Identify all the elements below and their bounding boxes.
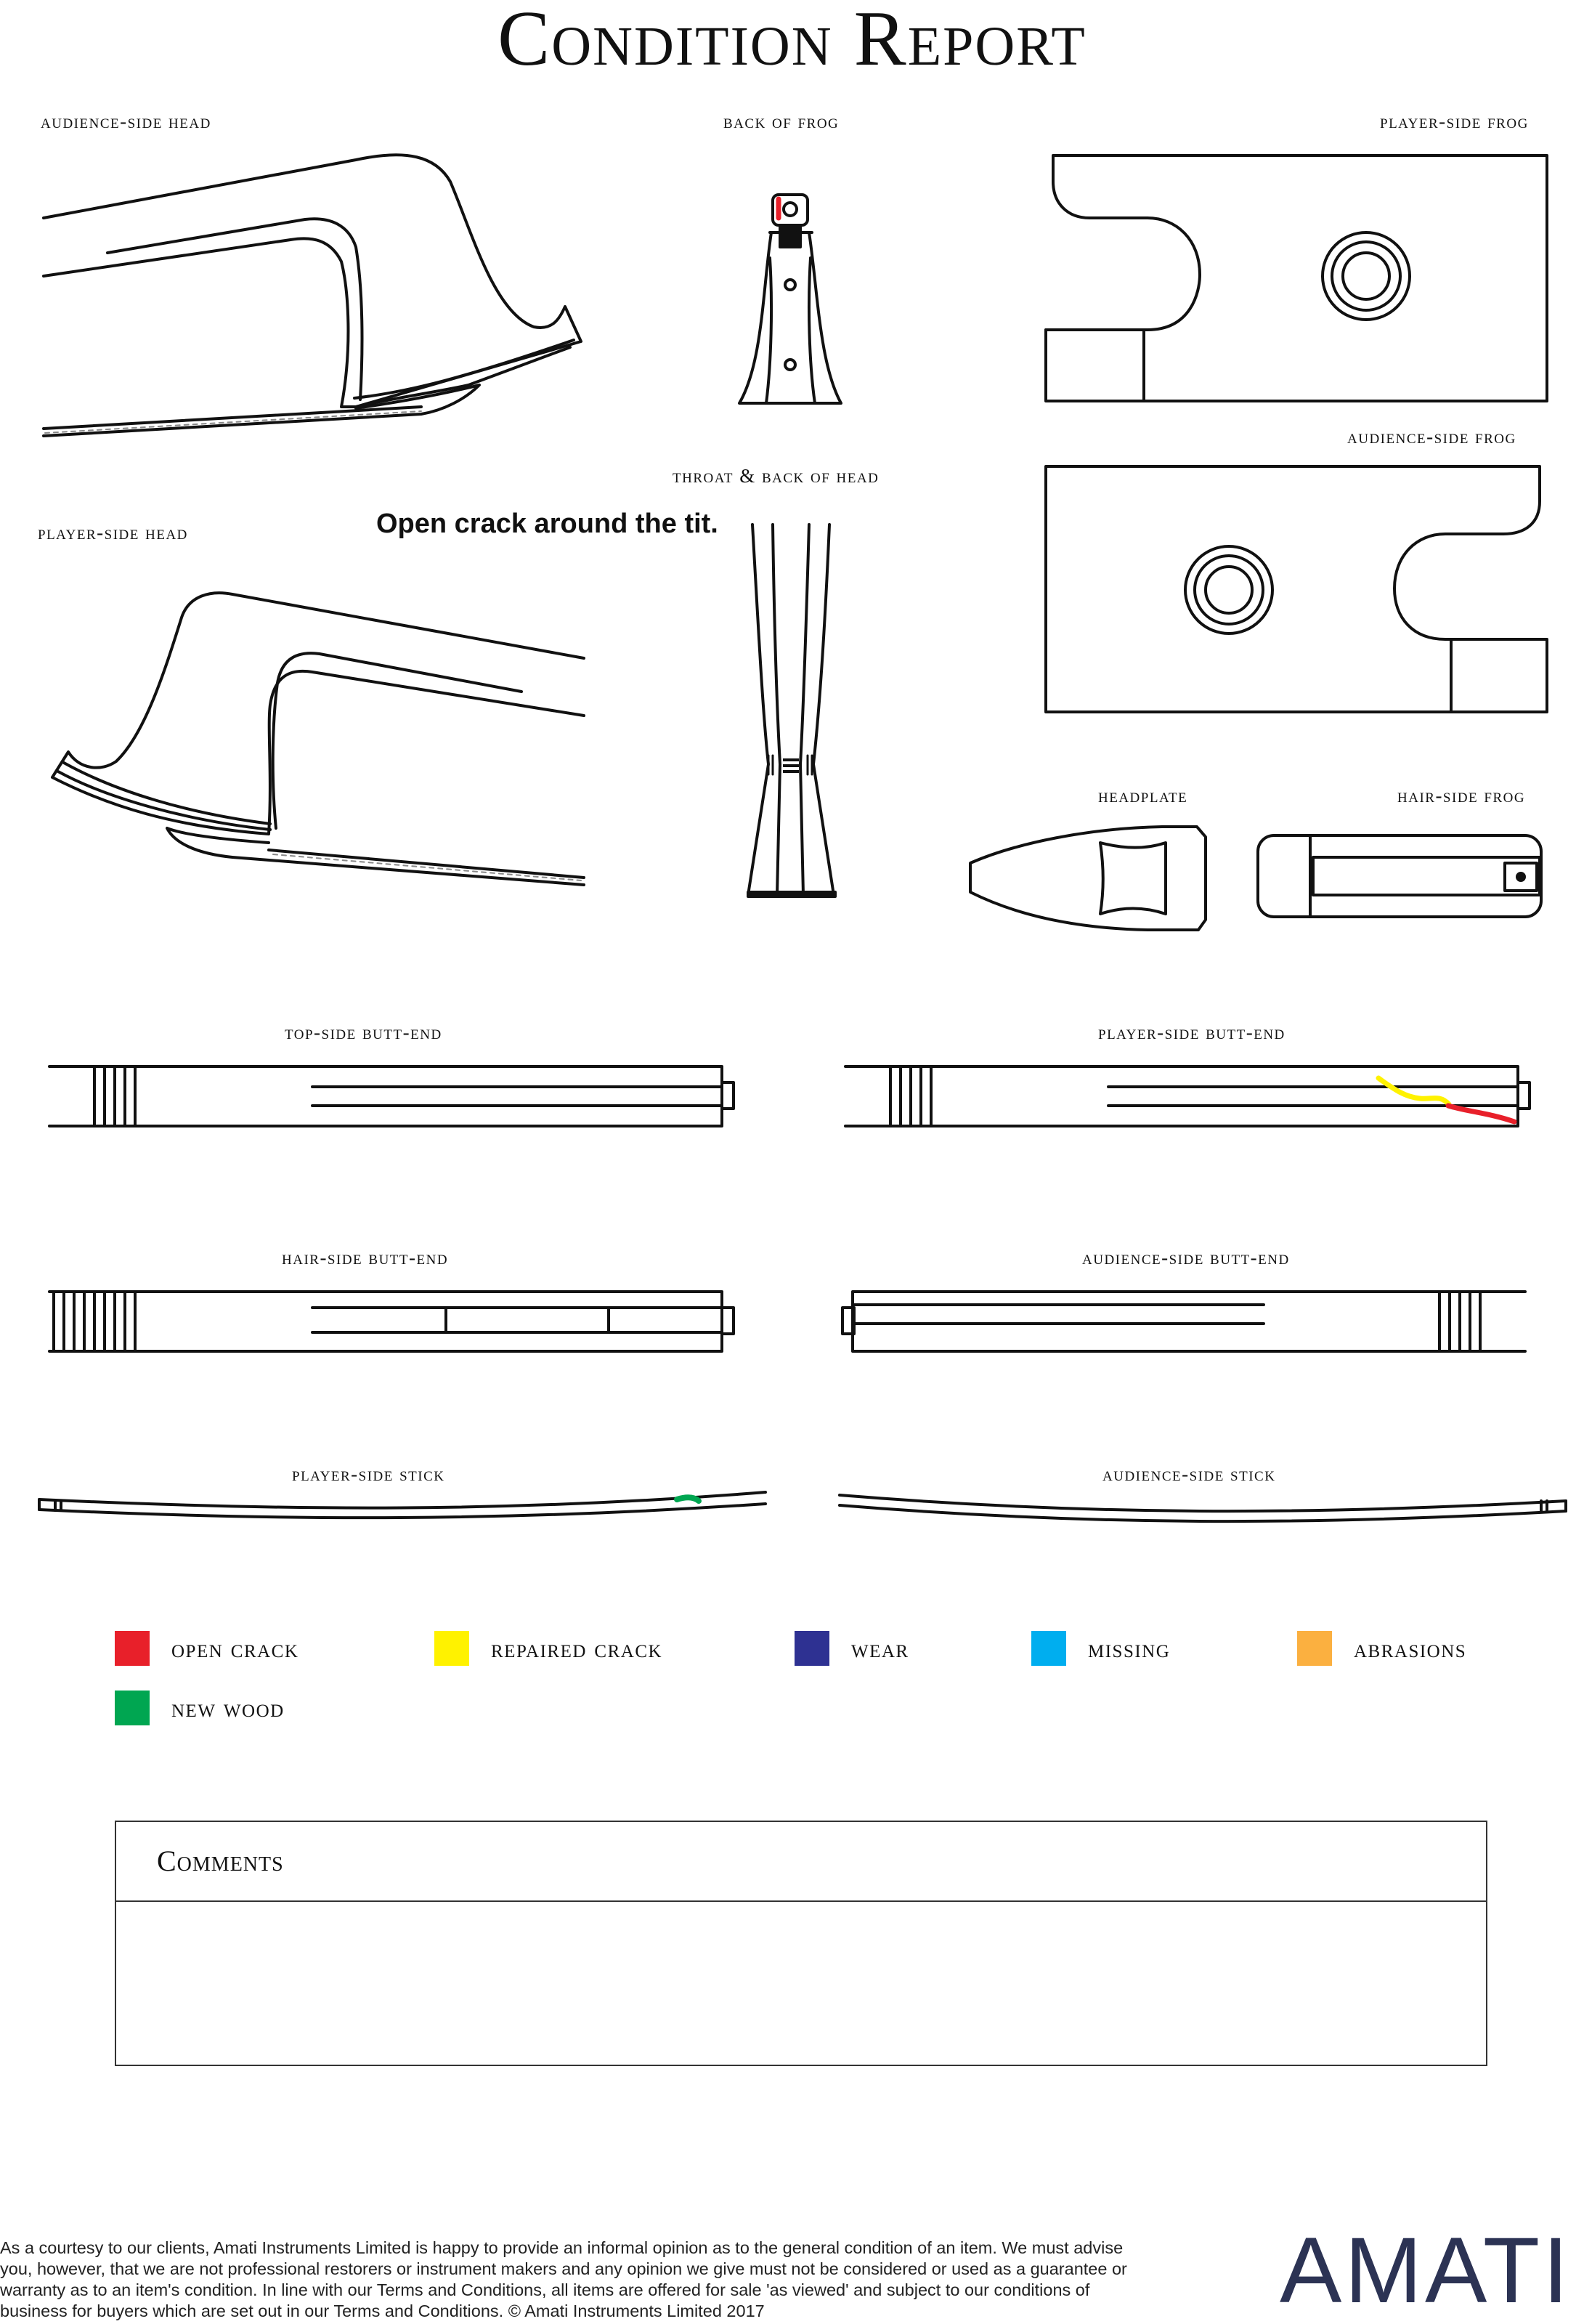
legend-label: new wood bbox=[171, 1693, 285, 1722]
legend-open-crack bbox=[115, 1630, 298, 1667]
legend-swatch bbox=[115, 1691, 150, 1725]
audience-side-stick-drawing bbox=[840, 1495, 1566, 1521]
label-back-of-frog: back of frog bbox=[723, 110, 840, 132]
back-of-frog-drawing bbox=[739, 195, 841, 403]
label-audience-side-frog: audience-side frog bbox=[1347, 426, 1516, 448]
comments-header bbox=[116, 1822, 1486, 1902]
player-side-stick-drawing bbox=[39, 1492, 765, 1518]
label-audience-side-head: audience-side head bbox=[41, 110, 211, 132]
audience-side-head-drawing bbox=[44, 155, 581, 436]
legend-label: missing bbox=[1088, 1634, 1171, 1663]
legend-swatch bbox=[434, 1631, 469, 1666]
comments-body[interactable] bbox=[116, 1902, 1486, 2065]
legend-wear bbox=[795, 1630, 909, 1667]
legend-swatch bbox=[115, 1631, 150, 1666]
damage-annotation: Open crack around the tit. bbox=[376, 509, 718, 539]
label-headplate: headplate bbox=[1098, 785, 1188, 806]
player-side-butt-end-drawing bbox=[845, 1066, 1530, 1126]
legend-swatch bbox=[1031, 1631, 1066, 1666]
top-side-butt-end-drawing bbox=[49, 1066, 734, 1126]
comments-title: Comments bbox=[157, 1845, 284, 1877]
label-player-side-stick: player-side stick bbox=[292, 1463, 445, 1485]
audience-side-frog-drawing bbox=[1046, 466, 1547, 712]
amati-logo: AMATI bbox=[1280, 2219, 1572, 2323]
label-top-side-butt-end: top-side butt-end bbox=[285, 1021, 442, 1043]
hair-side-frog-drawing bbox=[1258, 835, 1541, 917]
label-audience-side-stick: audience-side stick bbox=[1102, 1463, 1276, 1485]
label-player-side-frog: player-side frog bbox=[1380, 110, 1529, 132]
label-audience-side-butt-end: audience-side butt-end bbox=[1082, 1247, 1290, 1268]
label-throat-back-of-head: throat & back of head bbox=[673, 465, 880, 487]
page-title: Condition Report bbox=[497, 0, 1087, 82]
legend-label: wear bbox=[851, 1634, 909, 1663]
disclaimer-text: As a courtesy to our clients, Amati Instruments Limited is happy to provide an informal opinion as to the general condition of an item. We must advise you, however, that we are not professional restorers or instrument makers and any opinion we give must not be considered or used as a guarantee or warranty as to an item's condition. In line with our Terms and Conditions, all items are offered for sale 'as viewed' and subject to our conditions of business for buyers which are set out in our Terms and Conditions. © Amati Instruments Limited 2017 bbox=[0, 2238, 1127, 2320]
legend-repaired-crack bbox=[434, 1630, 662, 1667]
comments-box bbox=[115, 1821, 1487, 2066]
label-hair-side-butt-end: hair-side butt-end bbox=[282, 1247, 449, 1268]
player-side-frog-drawing bbox=[1046, 155, 1547, 401]
legend-swatch bbox=[1297, 1631, 1332, 1666]
legend-label: abrasions bbox=[1354, 1634, 1467, 1663]
legend-new-wood bbox=[115, 1690, 285, 1726]
hair-side-butt-end-drawing bbox=[49, 1292, 734, 1351]
label-player-side-butt-end: player-side butt-end bbox=[1098, 1021, 1286, 1043]
headplate-drawing bbox=[970, 827, 1206, 930]
audience-side-butt-end-drawing bbox=[842, 1292, 1525, 1351]
legend-label: repaired crack bbox=[491, 1634, 663, 1663]
player-side-head-drawing bbox=[52, 593, 584, 885]
label-player-side-head: player-side head bbox=[38, 522, 188, 543]
throat-back-of-head-drawing bbox=[748, 525, 835, 896]
legend-abrasions bbox=[1297, 1630, 1466, 1667]
legend-missing bbox=[1031, 1630, 1170, 1667]
legend-label: open crack bbox=[171, 1634, 299, 1663]
label-hair-side-frog: hair-side frog bbox=[1397, 785, 1526, 806]
legend-swatch bbox=[795, 1631, 829, 1666]
